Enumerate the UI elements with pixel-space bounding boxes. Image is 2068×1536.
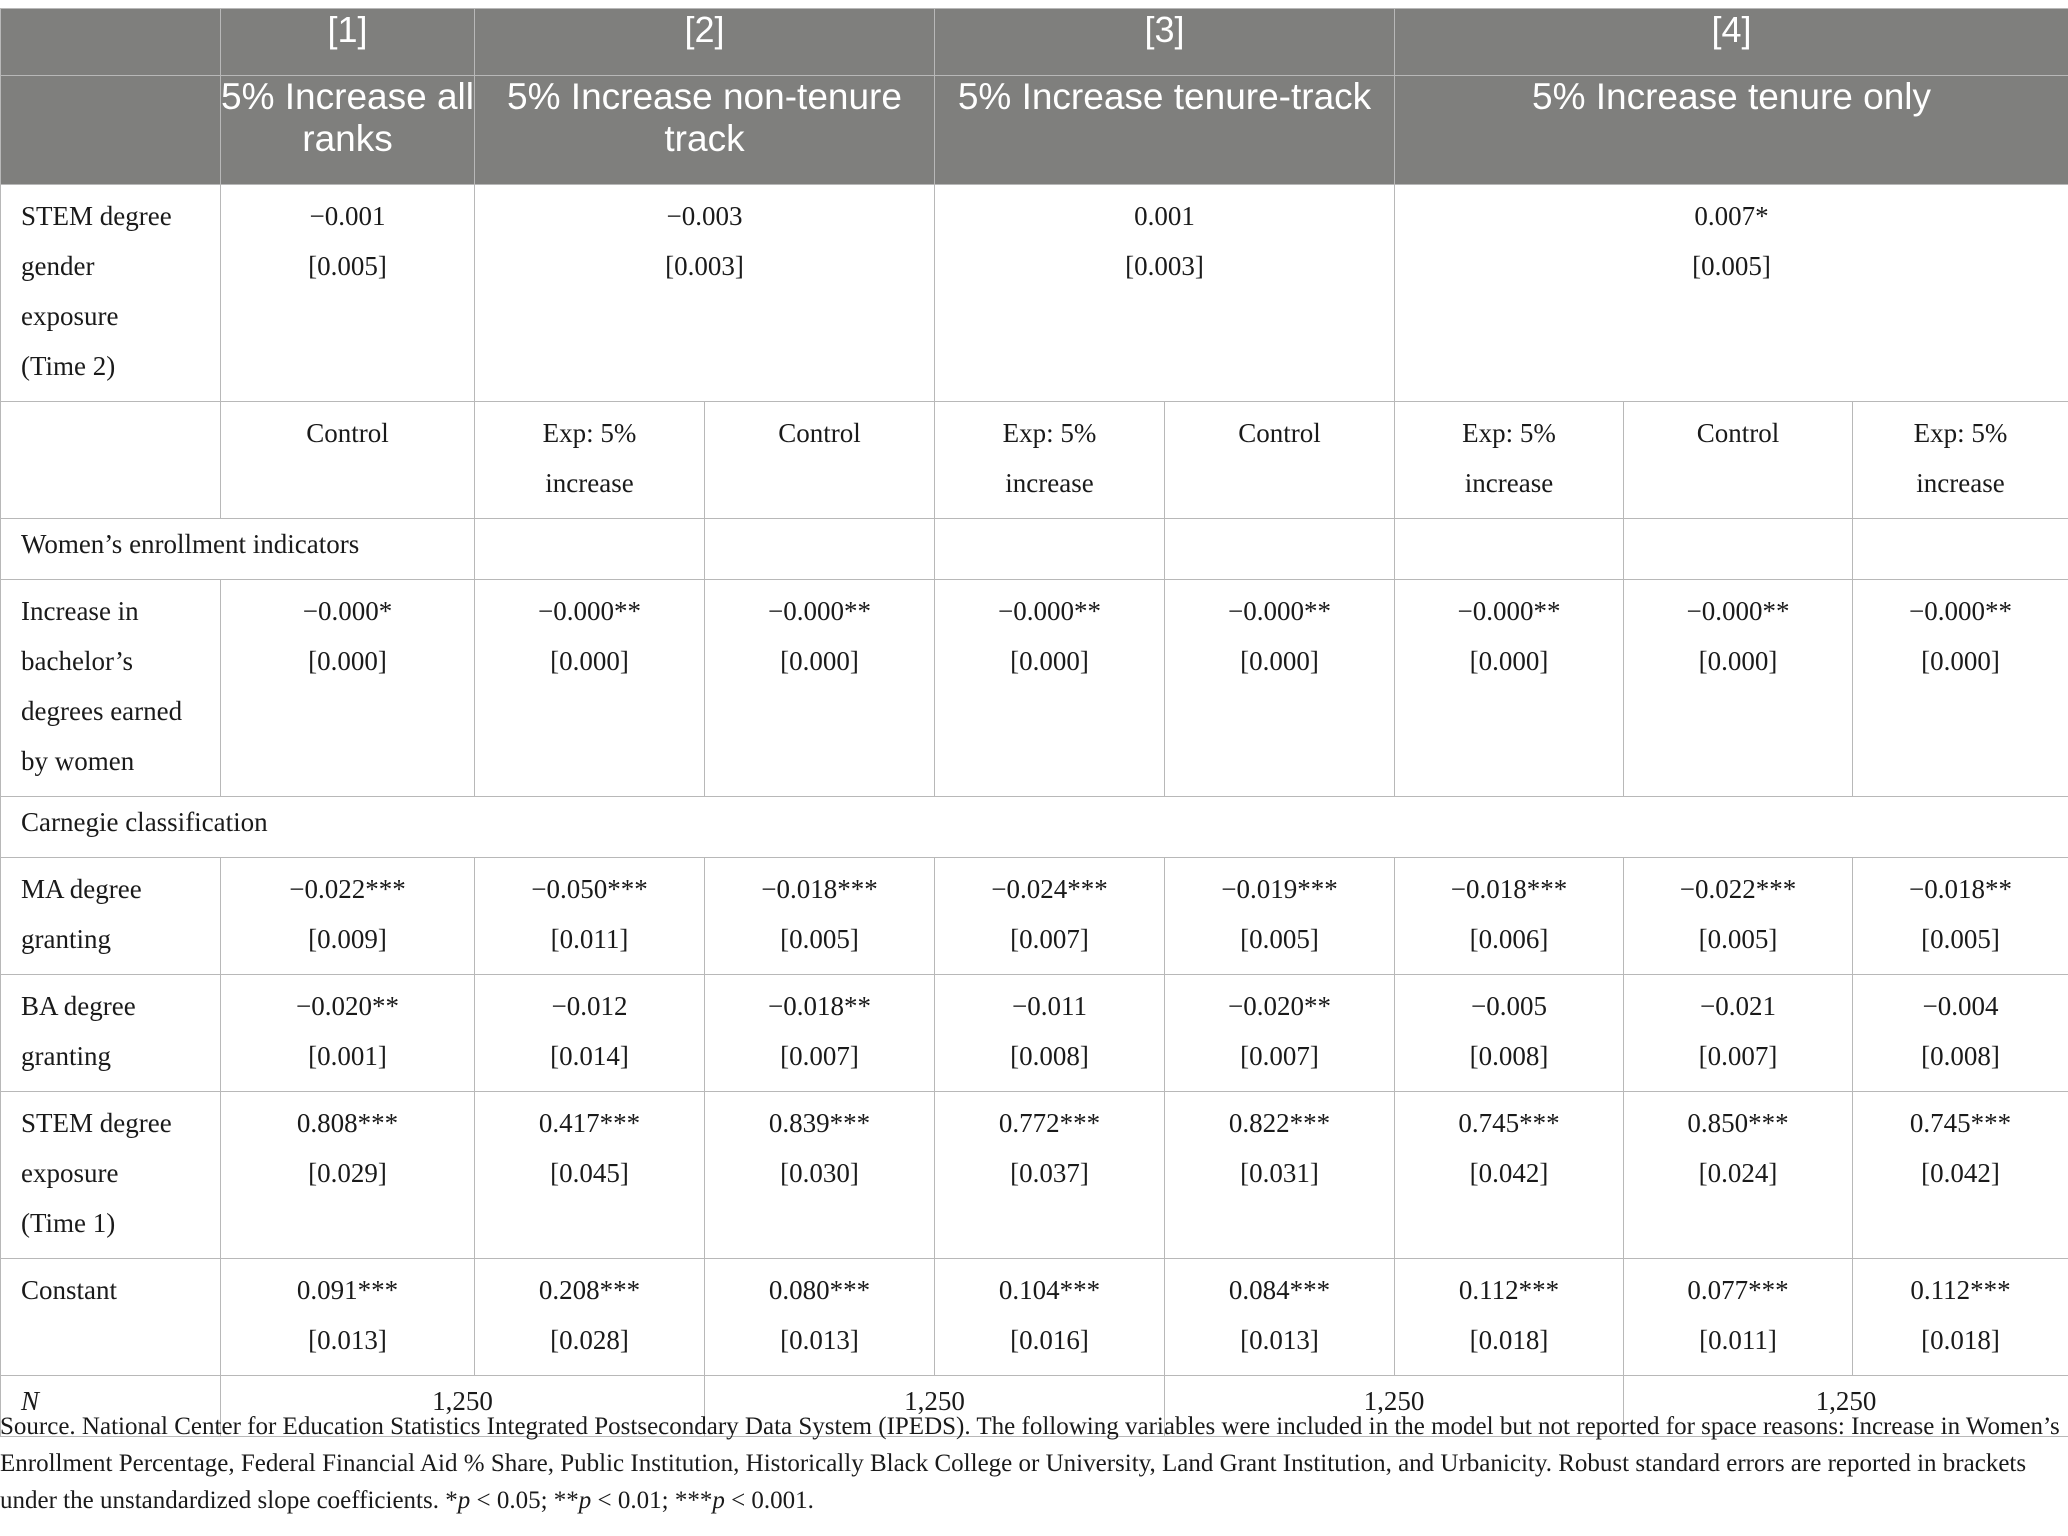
- standard-error: [0.007]: [1010, 924, 1089, 954]
- standard-error: [0.045]: [550, 1158, 629, 1188]
- coefficient: 0.850***: [1687, 1108, 1789, 1138]
- standard-error: [0.008]: [1921, 1041, 2000, 1071]
- model-number-3: [3]: [935, 9, 1395, 76]
- value-cell: [1395, 185, 2068, 402]
- value-cell: [1624, 1259, 1853, 1376]
- coefficient: 0.077***: [1687, 1275, 1789, 1305]
- label-line: bachelor’s: [21, 646, 133, 676]
- coefficient: −0.001: [309, 201, 386, 231]
- label-line: (Time 2): [21, 351, 116, 381]
- group-label: [475, 402, 705, 519]
- standard-error: [0.003]: [1125, 251, 1204, 281]
- value-cell: [475, 858, 705, 975]
- empty-cell: [935, 519, 1165, 580]
- value-cell: [1165, 1092, 1395, 1259]
- group-label-line: Control: [1696, 418, 1780, 448]
- label-line: degrees earned: [21, 696, 183, 726]
- value-cell: [1624, 858, 1853, 975]
- section-title: Carnegie classification: [1, 797, 2068, 858]
- header-corner: [1, 9, 221, 76]
- empty-cell: [705, 519, 935, 580]
- value-cell: [221, 185, 475, 402]
- coefficient: −0.050***: [531, 874, 648, 904]
- standard-error: [0.018]: [1469, 1325, 1549, 1355]
- n-value: 1,250: [1165, 1376, 1624, 1437]
- value-cell: [1395, 975, 1624, 1092]
- empty-cell: [1395, 519, 1624, 580]
- sig-mark: *: [445, 1487, 458, 1514]
- row-label: [1, 580, 221, 797]
- row-label: N: [1, 1376, 221, 1437]
- model-number-2: [2]: [475, 9, 935, 76]
- standard-error: [0.005]: [1692, 251, 1771, 281]
- value-cell: [1853, 858, 2068, 975]
- model-number-4: [4]: [1395, 9, 2068, 76]
- coefficient: −0.018***: [1450, 874, 1568, 904]
- p-symbol: p: [712, 1487, 725, 1514]
- coefficient: 0.112***: [1910, 1275, 2011, 1305]
- value-cell: [935, 1092, 1165, 1259]
- sig-level-2: [554, 1487, 675, 1514]
- coefficient: 0.104***: [998, 1275, 1101, 1305]
- standard-error: [0.000]: [1010, 646, 1089, 676]
- value-cell: [705, 975, 935, 1092]
- coefficient: 0.772***: [998, 1108, 1101, 1138]
- standard-error: [0.024]: [1698, 1158, 1778, 1188]
- sig-level-3: [675, 1487, 814, 1514]
- group-label-line: increase: [1464, 468, 1554, 498]
- section-title: Women’s enrollment indicators: [1, 519, 475, 580]
- label-line: STEM degree: [21, 1108, 172, 1138]
- value-cell: [475, 1092, 705, 1259]
- group-label-line: Control: [1238, 418, 1321, 448]
- group-label-line: Exp: 5%: [1462, 418, 1556, 448]
- coefficient: −0.000**: [1686, 596, 1790, 626]
- value-cell: [475, 580, 705, 797]
- row-stem-exposure-time1: [1, 1092, 2068, 1259]
- label-line: STEM degree: [21, 201, 172, 231]
- label-line: MA degree: [21, 874, 142, 904]
- section-carnegie: [1, 797, 2068, 858]
- label-line: granting: [21, 1041, 111, 1071]
- value-cell: [1395, 858, 1624, 975]
- coefficient: 0.822***: [1228, 1108, 1331, 1138]
- standard-error: [0.013]: [308, 1325, 387, 1355]
- coefficient: 0.001: [1134, 201, 1195, 231]
- standard-error: [0.000]: [1698, 646, 1778, 676]
- header-corner-2: [1, 76, 221, 185]
- coefficient: −0.000**: [1228, 596, 1331, 626]
- group-label: [705, 402, 935, 519]
- coefficient: −0.000**: [1457, 596, 1561, 626]
- standard-error: [0.011]: [550, 924, 629, 954]
- standard-error: [0.031]: [1240, 1158, 1319, 1188]
- label-line: Constant: [21, 1275, 118, 1305]
- value-cell: [1853, 580, 2068, 797]
- section-womens-enrollment: [1, 519, 2068, 580]
- header-row-model-titles: [1, 76, 2068, 185]
- group-label-line: increase: [1005, 468, 1094, 498]
- coefficient: −0.005: [1471, 991, 1547, 1021]
- empty-cell: [1853, 519, 2068, 580]
- standard-error: [0.006]: [1469, 924, 1549, 954]
- coefficient: 0.208***: [538, 1275, 641, 1305]
- value-cell: [1165, 580, 1395, 797]
- standard-error: [0.005]: [1240, 924, 1319, 954]
- standard-error: [0.037]: [1010, 1158, 1089, 1188]
- value-cell: [1853, 975, 2068, 1092]
- model-title-3: 5% Increase tenure-track: [935, 76, 1395, 185]
- n-value: 1,250: [221, 1376, 705, 1437]
- group-label-line: Control: [306, 418, 389, 448]
- value-cell: [221, 580, 475, 797]
- empty-cell: [1165, 519, 1395, 580]
- value-cell: [475, 975, 705, 1092]
- standard-error: [0.001]: [308, 1041, 387, 1071]
- value-cell: [475, 1259, 705, 1376]
- coefficient: −0.012: [551, 991, 628, 1021]
- row-ma-degree: [1, 858, 2068, 975]
- label-line: exposure: [21, 1158, 119, 1188]
- row-label: [1, 1259, 221, 1376]
- coefficient: 0.084***: [1228, 1275, 1331, 1305]
- value-cell: [1395, 1092, 1624, 1259]
- value-cell: [221, 1259, 475, 1376]
- coefficient: 0.112***: [1458, 1275, 1560, 1305]
- coefficient: −0.004: [1922, 991, 1999, 1021]
- coefficient: −0.022***: [1679, 874, 1797, 904]
- coefficient: −0.021: [1700, 991, 1776, 1021]
- coefficient: −0.022***: [289, 874, 406, 904]
- standard-error: [0.000]: [308, 646, 387, 676]
- value-cell: [705, 858, 935, 975]
- coefficient: 0.091***: [296, 1275, 399, 1305]
- n-value: 1,250: [1624, 1376, 2068, 1437]
- regression-table: [0, 8, 2068, 1437]
- coefficient: −0.000*: [302, 596, 393, 626]
- value-cell: [1624, 1092, 1853, 1259]
- standard-error: [0.000]: [550, 646, 629, 676]
- standard-error: [0.011]: [1699, 1325, 1777, 1355]
- coefficient: −0.019***: [1221, 874, 1338, 904]
- label-line: BA degree: [21, 991, 136, 1021]
- group-label-line: Exp: 5%: [542, 418, 637, 448]
- standard-error: [0.003]: [665, 251, 744, 281]
- label-line: by women: [21, 746, 135, 776]
- value-cell: [221, 975, 475, 1092]
- row-ba-degree: [1, 975, 2068, 1092]
- label-line: exposure: [21, 301, 119, 331]
- label-line: gender: [21, 251, 95, 281]
- coefficient: 0.007*: [1694, 201, 1769, 231]
- sig-mark: ***: [674, 1487, 713, 1514]
- row-constant: [1, 1259, 2068, 1376]
- row-label: [1, 858, 221, 975]
- standard-error: [0.007]: [1698, 1041, 1778, 1071]
- model-title-2: 5% Increase non-tenure track: [475, 76, 935, 185]
- standard-error: [0.009]: [308, 924, 387, 954]
- coefficient: −0.000**: [538, 596, 641, 626]
- empty-cell: [475, 519, 705, 580]
- label-line: (Time 1): [21, 1208, 116, 1238]
- coefficient: −0.011: [1012, 991, 1087, 1021]
- coefficient: −0.020**: [1228, 991, 1331, 1021]
- group-label: [1395, 402, 1624, 519]
- coefficient: −0.018**: [1909, 874, 2012, 904]
- standard-error: [0.042]: [1469, 1158, 1549, 1188]
- standard-error: [0.008]: [1010, 1041, 1089, 1071]
- coefficient: 0.080***: [768, 1275, 871, 1305]
- group-label-line: Control: [778, 418, 861, 448]
- model-title-1: 5% Increase all ranks: [221, 76, 475, 185]
- group-label-line: Exp: 5%: [1002, 418, 1097, 448]
- row-label: [1, 975, 221, 1092]
- value-cell: [1165, 1259, 1395, 1376]
- table-footnote: [0, 1408, 2060, 1519]
- standard-error: [0.005]: [780, 924, 859, 954]
- group-label-line: Exp: 5%: [1913, 418, 2008, 448]
- standard-error: [0.028]: [550, 1325, 629, 1355]
- row-increase-bachelors: [1, 580, 2068, 797]
- coefficient: 0.808***: [296, 1108, 399, 1138]
- value-cell: [1395, 1259, 1624, 1376]
- p-symbol: p: [578, 1487, 592, 1514]
- value-cell: [935, 185, 1395, 402]
- value-cell: [1395, 580, 1624, 797]
- standard-error: [0.029]: [308, 1158, 387, 1188]
- value-cell: [1624, 975, 1853, 1092]
- coefficient: −0.024***: [991, 874, 1108, 904]
- standard-error: [0.000]: [780, 646, 859, 676]
- group-label: [1624, 402, 1853, 519]
- coefficient: −0.018**: [768, 991, 871, 1021]
- coefficient: −0.020**: [296, 991, 399, 1021]
- group-label: [935, 402, 1165, 519]
- standard-error: [0.000]: [1240, 646, 1319, 676]
- value-cell: [1853, 1259, 2068, 1376]
- footnote-text: Source. National Center for Education Statistics Integrated Postsecondary Data System (IPEDS). The following variables were included in the model but not reported for space reasons: Increase in Women’s Enrollment Percentage, Federal Financial Aid % Share, Public Institution, Historically Black College or University, Land Grant Institution, and Urbanicity. Robust standard errors are reported in brackets under the unstandardized slope coefficients.: [0, 1413, 2060, 1514]
- header-row-model-numbers: [1, 9, 2068, 76]
- value-cell: [221, 858, 475, 975]
- n-value: 1,250: [705, 1376, 1165, 1437]
- standard-error: [0.005]: [1698, 924, 1778, 954]
- coefficient: −0.000**: [768, 596, 871, 626]
- value-cell: [935, 580, 1165, 797]
- model-title-4: 5% Increase tenure only: [1395, 76, 2068, 185]
- sig-mark: **: [553, 1487, 579, 1514]
- label-line: granting: [21, 924, 111, 954]
- value-cell: [935, 858, 1165, 975]
- row-label: [1, 185, 221, 402]
- standard-error: [0.005]: [308, 251, 387, 281]
- row-stem-exposure-time2: [1, 185, 2068, 402]
- row-group-labels: [1, 402, 2068, 519]
- sig-threshold: < 0.001.: [724, 1487, 814, 1514]
- standard-error: [0.008]: [1469, 1041, 1549, 1071]
- sig-threshold: < 0.05;: [470, 1487, 554, 1514]
- standard-error: [0.014]: [550, 1041, 629, 1071]
- sig-threshold: < 0.01;: [591, 1487, 675, 1514]
- value-cell: [1165, 858, 1395, 975]
- label-line: Increase in: [21, 596, 139, 626]
- coefficient: −0.003: [666, 201, 743, 231]
- coefficient: −0.018***: [761, 874, 878, 904]
- value-cell: [935, 1259, 1165, 1376]
- standard-error: [0.005]: [1921, 924, 2000, 954]
- row-label-empty: [1, 402, 221, 519]
- value-cell: [1165, 975, 1395, 1092]
- standard-error: [0.007]: [1240, 1041, 1319, 1071]
- group-label-line: increase: [1916, 468, 2005, 498]
- empty-cell: [1624, 519, 1853, 580]
- standard-error: [0.016]: [1010, 1325, 1089, 1355]
- coefficient: −0.000**: [998, 596, 1101, 626]
- row-label: [1, 1092, 221, 1259]
- standard-error: [0.013]: [1240, 1325, 1319, 1355]
- standard-error: [0.018]: [1921, 1325, 2000, 1355]
- coefficient: 0.839***: [768, 1108, 871, 1138]
- standard-error: [0.000]: [1921, 646, 2000, 676]
- value-cell: [705, 580, 935, 797]
- value-cell: [935, 975, 1165, 1092]
- group-label-line: increase: [545, 468, 634, 498]
- coefficient: 0.745***: [1909, 1108, 2012, 1138]
- standard-error: [0.030]: [780, 1158, 859, 1188]
- standard-error: [0.000]: [1469, 646, 1549, 676]
- group-label: [1165, 402, 1395, 519]
- group-label: [221, 402, 475, 519]
- coefficient: 0.417***: [538, 1108, 641, 1138]
- value-cell: [1624, 580, 1853, 797]
- coefficient: −0.000**: [1909, 596, 2012, 626]
- value-cell: [221, 1092, 475, 1259]
- sig-level-1: [445, 1487, 554, 1514]
- p-symbol: p: [457, 1487, 471, 1514]
- value-cell: [1853, 1092, 2068, 1259]
- value-cell: [705, 1259, 935, 1376]
- coefficient: 0.745***: [1458, 1108, 1560, 1138]
- value-cell: [705, 1092, 935, 1259]
- group-label: [1853, 402, 2068, 519]
- model-number-1: [1]: [221, 9, 475, 76]
- value-cell: [475, 185, 935, 402]
- standard-error: [0.007]: [780, 1041, 859, 1071]
- standard-error: [0.013]: [780, 1325, 859, 1355]
- standard-error: [0.042]: [1921, 1158, 2000, 1188]
